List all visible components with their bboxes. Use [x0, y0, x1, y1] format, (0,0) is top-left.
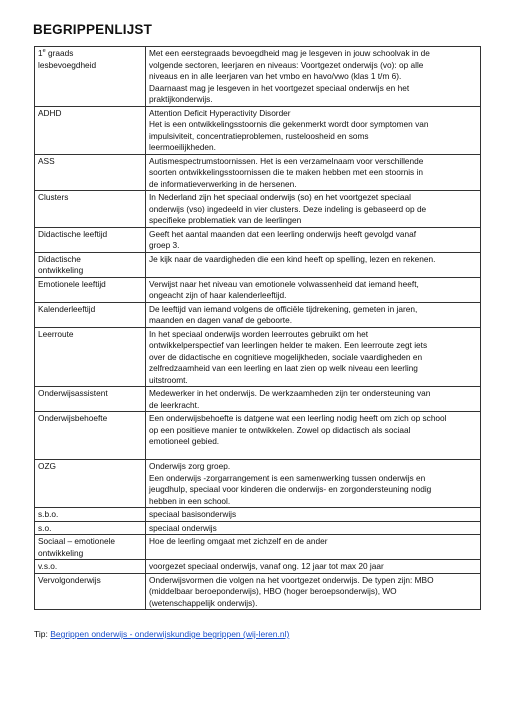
definition-line: speciaal basisonderwijs: [149, 509, 237, 519]
definition-line: de leerkracht.: [149, 399, 200, 410]
glossary-term: [35, 535, 146, 560]
term-line: Clusters: [38, 192, 69, 202]
glossary-term: [35, 191, 146, 228]
glossary-definition: [146, 327, 481, 387]
glossary-row: [35, 302, 481, 327]
term-line: ASS: [38, 155, 55, 166]
definition-line: Onderwijsvormen die volgen na het voortgezet onderwijs. De typen zijn: MBO: [149, 574, 434, 585]
term-line: Emotionele leeftijd: [38, 278, 106, 289]
definition-line: hebben in een school.: [149, 495, 231, 506]
glossary-term: [35, 521, 146, 535]
glossary-definition: [146, 277, 481, 302]
glossary-definition: [146, 252, 481, 277]
glossary-term: [35, 560, 146, 574]
definition-line: uitstroomt.: [149, 374, 188, 385]
definition-line: voorgezet speciaal onderwijs, vanaf ong. 12 jaar tot max 20 jaar: [149, 561, 384, 571]
definition-line: Het is een ontwikkelingsstoornis die gekenmerkt wordt door symptomen van: [149, 119, 429, 129]
glossary-definition: [146, 387, 481, 412]
definition-line: praktijkonderwijs.: [149, 94, 213, 104]
definition-line: zelfredzaamheid van een leerling en laat zien op welk niveau een leerling: [149, 363, 418, 373]
definition-line: Medewerker in het onderwijs. De werkzaamheden zijn ter ondersteuning van: [149, 388, 431, 398]
definition-line: Je kijk naar de vaardigheden die een kind heeft op spelling, lezen en rekenen.: [149, 253, 436, 264]
tip-prefix: Tip:: [34, 629, 51, 639]
term-line: Leerroute: [38, 328, 74, 339]
glossary-row: [35, 191, 481, 228]
definition-line: Geeft het aantal maanden dat een leerling onderwijs heeft gevolgd vanaf: [149, 228, 417, 239]
definition-line: niveaus en in alle leerjaren van het vmbo en havo/vwo (klas 1 t/m 6).: [149, 71, 402, 81]
definition-line: Hoe de leerling omgaat met zichzelf en de ander: [149, 536, 328, 546]
glossary-term: [35, 302, 146, 327]
term-line: Didactische: [38, 253, 81, 264]
definition-line: emotioneel gebied.: [149, 436, 220, 446]
glossary-term: [35, 460, 146, 508]
glossary-term: [35, 387, 146, 412]
glossary-row: [35, 277, 481, 302]
definition-line: Een onderwijsbehoefte is datgene wat een leerling nodig heeft om zich op school: [149, 413, 447, 423]
term-line: s.b.o.: [38, 509, 59, 519]
term-line: Vervolgonderwijs: [38, 574, 101, 585]
tip-link[interactable]: Begrippen onderwijs - onderwijskundige begrippen (wij-leren.nl): [50, 629, 290, 639]
glossary-row: [35, 460, 481, 508]
definition-line: (wetenschappelijk onderwijs).: [149, 597, 258, 608]
term-line: lesbevoegdheid: [38, 59, 97, 70]
glossary-row: [35, 412, 481, 460]
definition-line: leermoeilijkheden.: [149, 142, 216, 152]
term-line: Kalenderleeftijd: [38, 303, 96, 314]
term-line: 1e graads: [38, 48, 74, 58]
glossary-row: [35, 387, 481, 412]
term-line: ADHD: [38, 107, 62, 118]
glossary-definition: [146, 573, 481, 610]
definition-line: specifieke problematiek van de leerlingen: [149, 215, 302, 225]
definition-line: de informatieverwerking in de hersenen.: [149, 178, 297, 189]
definition-line: groep 3.: [149, 240, 180, 250]
definition-line: ontwikkelperspectief van leerlingen helder te maken. Een leerroute zegt iets: [149, 340, 428, 350]
definition-line: Onderwijs zorg groep.: [149, 461, 231, 471]
glossary-term: [35, 412, 146, 460]
definition-line: soorten ontwikkelingsstoornissen die te maken hebben met een stoornis in: [149, 167, 423, 177]
glossary-term: [35, 277, 146, 302]
glossary-definition: [146, 535, 481, 560]
definition-line: In Nederland zijn het speciaal onderwijs (so) en het voortgezet speciaal: [149, 192, 411, 202]
glossary-definition: [146, 560, 481, 574]
term-line: Onderwijsbehoefte: [38, 413, 108, 423]
glossary-term: [35, 327, 146, 387]
definition-line: speciaal onderwijs: [149, 522, 217, 533]
glossary-term: [35, 47, 146, 107]
definition-line: op een positieve manier te ontwikkelen. Zowel op didactisch als sociaal: [149, 424, 411, 435]
definition-line: impulsiviteit, concentratieproblemen, rusteloosheid en soms: [149, 130, 369, 141]
glossary-definition: [146, 47, 481, 107]
term-line: Didactische leeftijd: [38, 228, 108, 239]
glossary-definition: [146, 521, 481, 535]
glossary-row: [35, 154, 481, 191]
glossary-definition: [146, 302, 481, 327]
definition-line: Verwijst naar het niveau van emotionele volwassenheid dat iemand heeft,: [149, 278, 419, 289]
tip-line: [34, 629, 289, 639]
glossary-term: [35, 252, 146, 277]
definition-line: maanden en dagen vanaf de geboorte.: [149, 315, 293, 325]
glossary-term: [35, 508, 146, 522]
glossary-term: [35, 106, 146, 154]
definition-line: Daarnaast mag je lesgeven in het voortgezet speciaal onderwijs en het: [149, 82, 410, 93]
term-line: ontwikkeling: [38, 547, 84, 558]
term-line: v.s.o.: [38, 561, 58, 571]
definition-line: Attention Deficit Hyperactivity Disorder: [149, 107, 291, 118]
glossary-row: [35, 327, 481, 387]
definition-line: jeugdhulp, speciaal voor kinderen die onderwijs- en zorgondersteuning nodig: [149, 484, 432, 494]
definition-line: (middelbaar beroeponderwijs), HBO (hoger beroepsonderwijs), WO: [149, 586, 397, 596]
glossary-row: [35, 521, 481, 535]
term-line: ontwikkeling: [38, 265, 84, 275]
term-line: OZG: [38, 461, 56, 471]
glossary-definition: [146, 460, 481, 508]
glossary-term: [35, 154, 146, 191]
glossary-definition: [146, 154, 481, 191]
term-line: s.o.: [38, 522, 52, 533]
glossary-term: [35, 227, 146, 252]
definition-line: Een onderwijs -zorgarrangement is een samenwerking tussen onderwijs en: [149, 472, 426, 483]
term-line: Onderwijsassistent: [38, 388, 108, 398]
definition-line: In het speciaal onderwijs worden leerroutes gebruikt om het: [149, 328, 369, 339]
glossary-body: [35, 47, 481, 610]
definition-line: Met een eerstegraads bevoegdheid mag je lesgeven in jouw schoolvak in de: [149, 48, 430, 58]
definition-line: onderwijs (vso) ingedeeld in vier clusters. Deze indeling is gebaseerd op de: [149, 203, 427, 214]
glossary-definition: [146, 508, 481, 522]
glossary-row: [35, 47, 481, 107]
glossary-row: [35, 252, 481, 277]
term-line: Sociaal – emotionele: [38, 536, 116, 546]
glossary-row: [35, 227, 481, 252]
glossary-row: [35, 560, 481, 574]
glossary-row: [35, 535, 481, 560]
glossary-definition: [146, 227, 481, 252]
page-title: BEGRIPPENLIJST: [33, 22, 153, 37]
glossary-definition: [146, 412, 481, 460]
glossary-table: [34, 46, 481, 610]
glossary-row: [35, 508, 481, 522]
definition-line: De leeftijd van iemand volgens de officiële tijdrekening, gemeten in jaren,: [149, 303, 418, 314]
glossary-term: [35, 573, 146, 610]
glossary-row: [35, 573, 481, 610]
definition-line: ongeacht zijn of haar kalenderleeftijd.: [149, 290, 287, 300]
definition-line: Autismespectrumstoornissen. Het is een verzamelnaam voor verschillende: [149, 155, 424, 166]
glossary-row: [35, 106, 481, 154]
definition-line: over de didactische en cognitieve mogelijkheden, sociale vaardigheden en: [149, 351, 423, 362]
glossary-definition: [146, 191, 481, 228]
definition-line: volgende sectoren, leerjaren en niveaus: Voortgezet onderwijs (vo): op alle: [149, 59, 424, 70]
glossary-definition: [146, 106, 481, 154]
